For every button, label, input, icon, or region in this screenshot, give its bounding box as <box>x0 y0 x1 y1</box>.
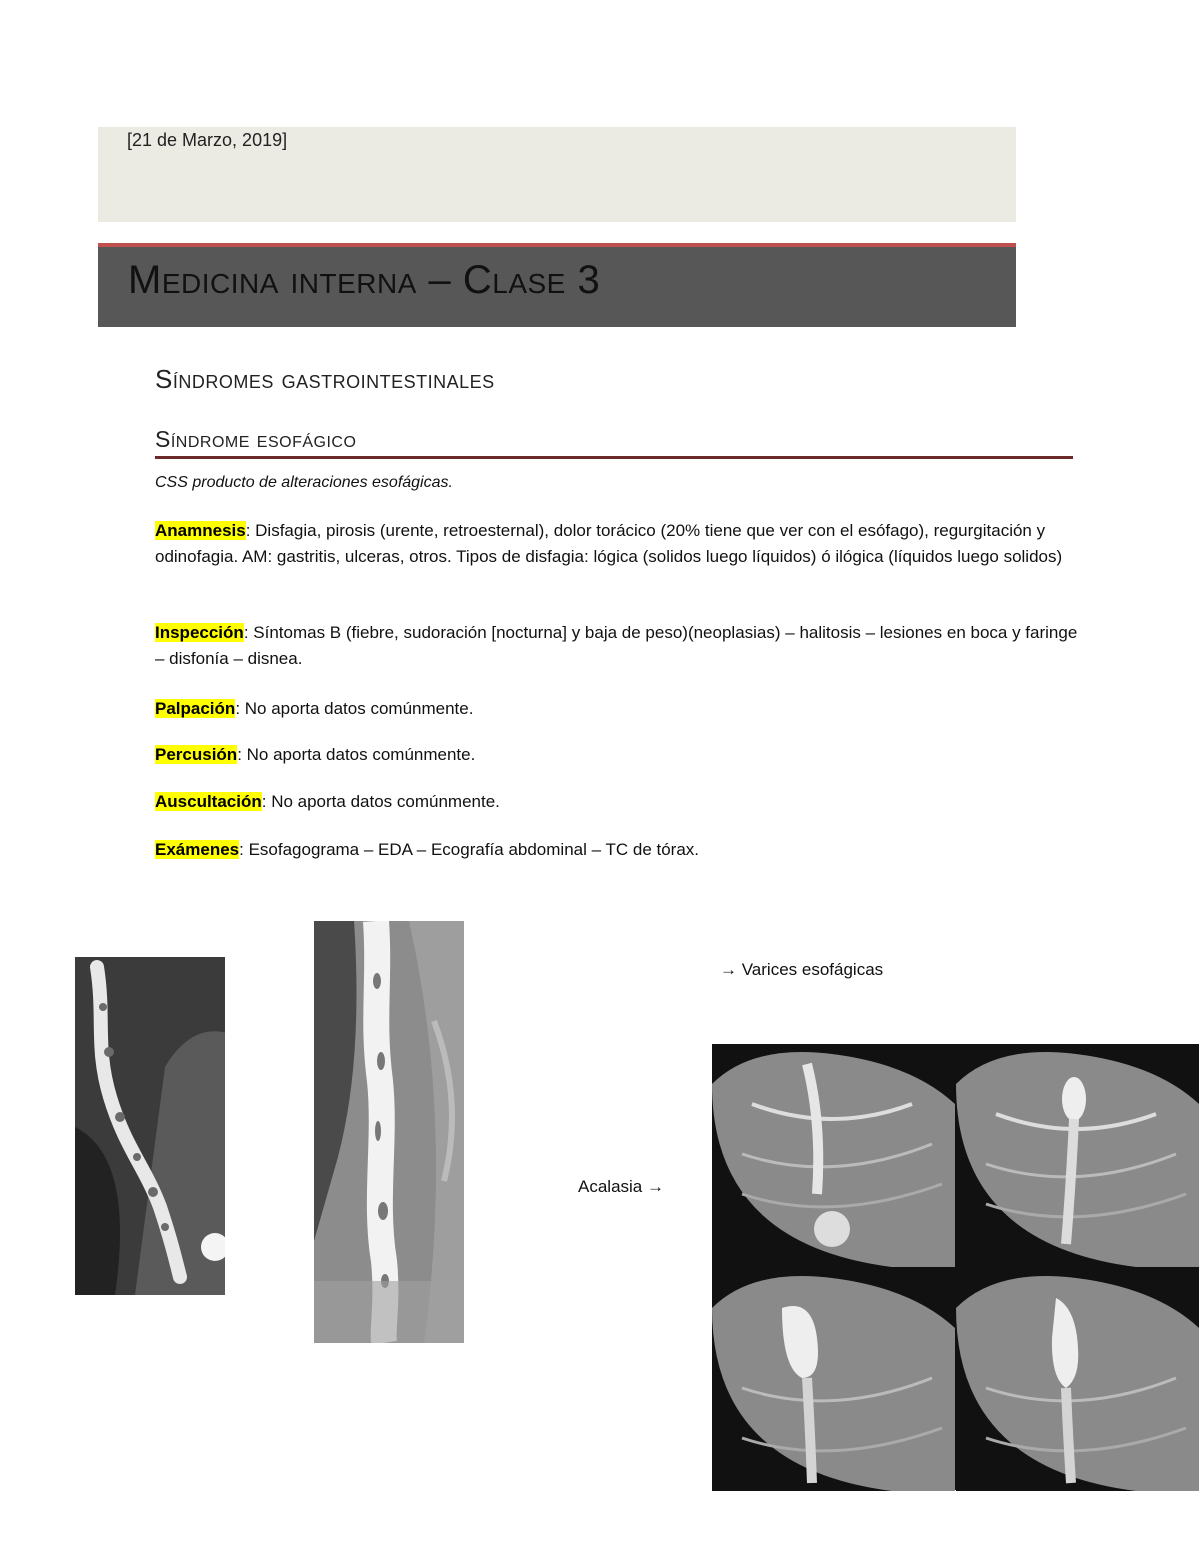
xray-acalasia-4 <box>956 1268 1199 1491</box>
label-percusion: Percusión <box>155 745 238 764</box>
paragraph-palpacion <box>155 696 1085 722</box>
label-auscultacion: Auscultación <box>155 792 262 811</box>
paragraph-auscultacion <box>155 789 1085 815</box>
xray-acalasia-1-drawing <box>712 1044 955 1267</box>
xray-varices-1-drawing <box>75 957 238 1295</box>
paragraph-anamnesis <box>155 518 1085 570</box>
xray-acalasia-3 <box>712 1268 955 1491</box>
paragraph-inspeccion <box>155 620 1085 672</box>
text-inspeccion: : Síntomas B (fiebre, sudoración [nocturna] y baja de peso)(neoplasias) – halitosis – lesiones en boca y faringe – disfonía – disnea. <box>155 623 1078 668</box>
xray-varices-2-drawing <box>314 921 464 1343</box>
xray-acalasia-4-drawing <box>956 1268 1199 1491</box>
section-heading: Síndromes gastrointestinales <box>155 364 495 394</box>
xray-acalasia-3-drawing <box>712 1268 955 1491</box>
xray-acalasia-2-drawing <box>956 1044 1199 1267</box>
caption-acalasia: Acalasia → <box>578 1177 664 1196</box>
text-percusion: : No aporta datos comúnmente. <box>237 745 476 764</box>
text-palpacion: : No aporta datos comúnmente. <box>235 699 474 718</box>
document-title: Medicina interna – Clase 3 <box>128 258 601 302</box>
label-examenes: Exámenes <box>155 840 240 859</box>
label-inspeccion: Inspección <box>155 623 244 642</box>
paragraph-examenes <box>155 837 1085 863</box>
text-anamnesis: : Disfagia, pirosis (urente, retroesternal), dolor torácico (20% tiene que ver con el esófago), regurgitación y odinofagia. AM: gastritis, ulceras, otros. Tipos de disfagia: lógica (solidos luego líquidos) ó ilógica (líquidos luego solidos) <box>155 521 1063 566</box>
xray-image-varices-2 <box>314 921 464 1343</box>
subsection-heading: Síndrome esofágico <box>155 426 357 452</box>
xray-image-varices-1 <box>75 957 238 1295</box>
paragraph-percusion <box>155 742 1085 768</box>
xray-acalasia-1 <box>712 1044 955 1267</box>
label-palpacion: Palpación <box>155 699 236 718</box>
subsection-subtitle: CSS producto de alteraciones esofágicas. <box>155 474 453 491</box>
xray-acalasia-2 <box>956 1044 1199 1267</box>
heading-rule <box>155 456 1073 459</box>
document-date: [21 de Marzo, 2019] <box>127 130 288 150</box>
caption-varices: → Varices esofágicas <box>720 960 884 979</box>
text-auscultacion: : No aporta datos comúnmente. <box>261 792 500 811</box>
xray-grid-acalasia <box>712 1044 1199 1490</box>
text-examenes: : Esofagograma – EDA – Ecografía abdominal – TC de tórax. <box>239 840 700 859</box>
label-anamnesis: Anamnesis <box>155 521 246 540</box>
